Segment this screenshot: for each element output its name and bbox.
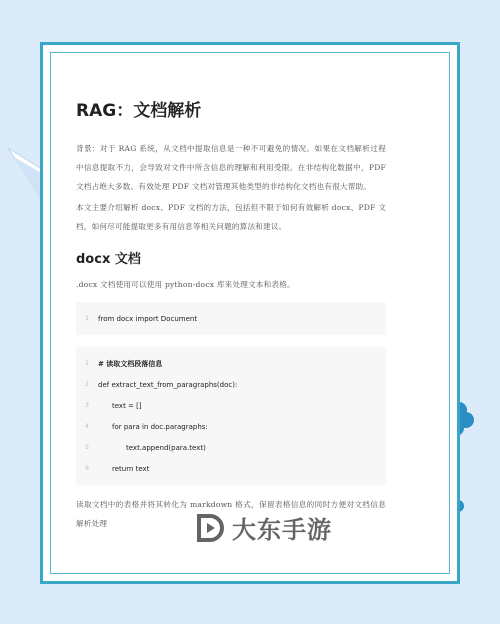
code-line: [76, 395, 386, 416]
watermark-logo-icon: [196, 513, 226, 543]
code-line: [76, 353, 386, 374]
intro-paragraph-1: 背景：对于 RAG 系统，从文档中提取信息是一种不可避免的情况。如果在文档解析过程中信息提取不力，会导致对文件中所含信息的理解和利用受限。在非结构化数据中，PDF 文档占绝大多数。有效处理 PDF 文档对管理其他类型的非结构化文档也有很大帮助。: [76, 144, 386, 191]
code-text: text = []: [112, 401, 142, 410]
code-line: [76, 308, 386, 329]
code-line: [76, 416, 386, 437]
code-line: [76, 374, 386, 395]
intro-paragraph-2: 本文主要介绍解析 docx、PDF 文档的方法，包括但不限于如何有效解析 docx、PDF 文档，如何尽可能提取更多有用信息等相关问题的算法和建议。: [76, 203, 386, 231]
line-number: 3: [85, 402, 89, 409]
code-line: [76, 458, 386, 479]
code-text: for para in doc.paragraphs:: [112, 422, 208, 431]
code-text: from docx import Document: [98, 314, 198, 323]
page-title: RAG：文档解析: [76, 101, 202, 121]
line-number: 4: [85, 423, 89, 430]
code-line: [76, 437, 386, 458]
section-paragraph-2: 读取文档中的表格并将其转化为 markdown 格式，保留表格信息的同时方便对文档信息解析处理: [76, 500, 386, 528]
code-block-extract: [76, 347, 386, 485]
watermark: [196, 510, 332, 545]
code-text: text.append(para.text): [126, 443, 206, 452]
code-text: # 读取文档段落信息: [98, 359, 163, 368]
document-content: [76, 96, 386, 533]
line-number: 5: [85, 444, 89, 451]
section-paragraph-1: .docx 文档使用可以使用 python-docx 库来处理文本和表格。: [76, 280, 295, 289]
section-title: docx 文档: [76, 252, 141, 267]
line-number: 1: [85, 315, 89, 322]
watermark-text: 大东手游: [232, 516, 332, 544]
code-text: def extract_text_from_paragraphs(doc):: [98, 380, 238, 389]
line-number: 1: [85, 360, 89, 367]
line-number: 6: [85, 465, 89, 472]
code-text: return text: [112, 464, 150, 473]
code-block-import: [76, 302, 386, 335]
line-number: 2: [85, 381, 89, 388]
